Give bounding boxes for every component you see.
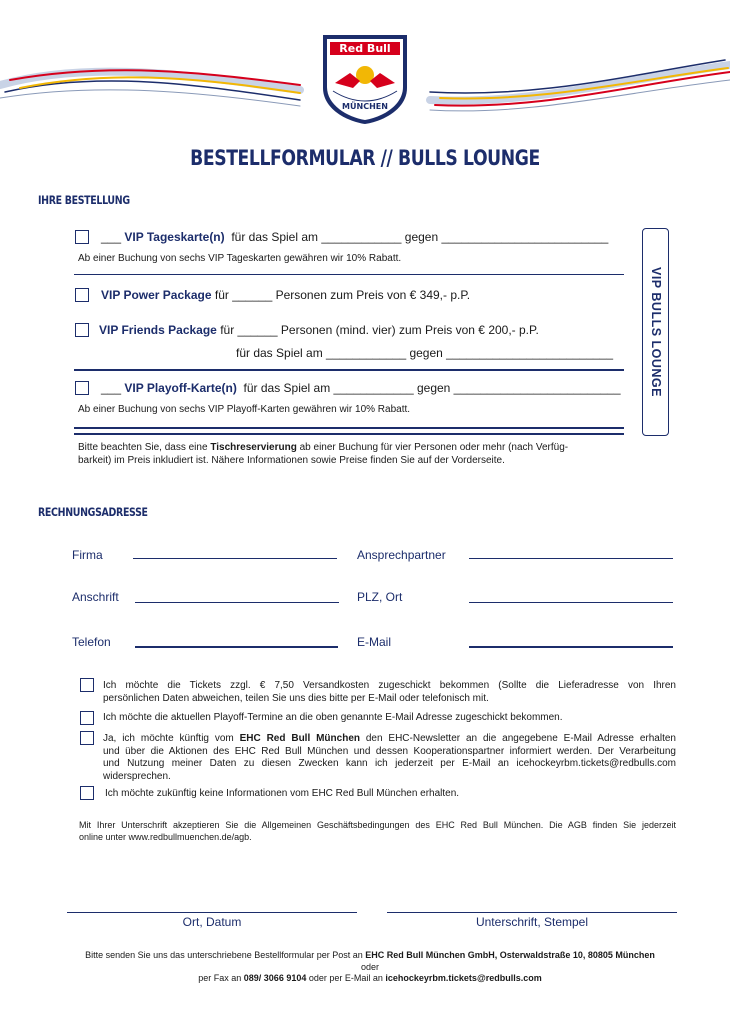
checkbox-power-package[interactable] [75, 288, 89, 302]
label-telefon: Telefon [72, 635, 111, 649]
signature-line-unterschrift[interactable] [387, 912, 677, 913]
svg-text:MÜNCHEN: MÜNCHEN [342, 102, 388, 111]
checkbox-no-info[interactable] [80, 786, 94, 800]
side-label-box [642, 228, 669, 436]
input-anschrift[interactable] [135, 602, 339, 603]
friends-game-fields[interactable]: für das Spiel am ____________ gegen _________________________ [236, 346, 614, 360]
option-no-info-text: Ich möchte zukünftig keine Informationen vom EHC Red Bull München erhalten. [105, 788, 460, 799]
tageskarte-note: Ab einer Buchung von sechs VIP Tageskarten gewähren wir 10% Rabatt. [78, 253, 402, 264]
checkbox-tageskarte[interactable] [75, 230, 89, 244]
svg-text:Red Bull: Red Bull [339, 42, 391, 55]
power-package-fields[interactable]: für ______ Personen zum Preis von € 349,- p.P. [214, 288, 471, 302]
signature-line-ort-datum[interactable] [67, 912, 357, 913]
footer-instructions: Bitte senden Sie uns das unterschriebene Bestellformular per Post an EHC Red Bull München GmbH, Osterwaldstraße 10, 80805 München oder per Fax an 089/ 3066 9104 oder per E-Mail an icehockeyrbm.tickets@redbulls.com [85, 950, 655, 983]
divider [74, 433, 624, 435]
label-ansprechpartner: Ansprechpartner [357, 548, 446, 562]
label-unterschrift: Unterschrift, Stempel [475, 915, 589, 929]
label-plz-ort: PLZ, Ort [357, 590, 403, 604]
row-friends-package [99, 323, 539, 337]
row-power-package [101, 288, 470, 302]
friends-package-fields[interactable]: für ______ Personen (mind. vier) zum Preis von € 200,- p.P. [220, 323, 539, 337]
label-anschrift: Anschrift [72, 590, 119, 604]
playoff-note: Ab einer Buchung von sechs VIP Playoff-Karten gewähren wir 10% Rabatt. [78, 404, 411, 415]
divider [74, 427, 624, 429]
table-reservation-notice: Bitte beachten Sie, dass eine Tischreservierung ab einer Buchung für vier Personen oder mehr (nach Verfüg- barkeit) im Preis inkludiert ist. Nähere Informationen sowie Preise finden Sie auf der Vorderseite. [78, 442, 569, 466]
input-firma[interactable] [133, 558, 337, 559]
input-plz-ort[interactable] [469, 602, 673, 603]
checkbox-friends-package[interactable] [75, 323, 89, 337]
row-playoff-karte: ___ VIP Playoff-Karte(n) für das Spiel am ____________ gegen _________________________ [101, 381, 621, 395]
label-firma: Firma [72, 548, 103, 562]
tageskarte-label: VIP Tageskarte(n) [124, 230, 225, 244]
checkbox-playoff-dates[interactable] [80, 711, 94, 725]
input-email[interactable] [469, 646, 673, 648]
option-playoff-dates-text: Ich möchte die aktuellen Playoff-Termine an die oben genannte E-Mail Adresse zugeschickt bekommen. [103, 712, 563, 723]
friends-package-label: VIP Friends Package [99, 323, 217, 337]
playoff-karte-label: VIP Playoff-Karte(n) [124, 381, 237, 395]
divider [74, 274, 624, 275]
divider [74, 369, 624, 371]
checkbox-newsletter[interactable] [80, 731, 94, 745]
section-title-billing: RECHNUNGSADRESSE [38, 505, 148, 519]
side-label: VIP BULLS LOUNGE [648, 266, 663, 398]
input-telefon[interactable] [135, 646, 338, 648]
red-bull-muenchen-logo [315, 33, 415, 125]
agb-notice: Mit Ihrer Unterschrift akzeptieren Sie die Allgemeinen Geschäftsbedingungen des EHC Red Bull München. Die AGB finden Sie jederzeit online unter www.redbullmuenchen.de/agb. [79, 820, 676, 842]
page-title: BESTELLFORMULAR // BULLS LOUNGE [190, 146, 540, 170]
option-shipping-text: Ich möchte die Tickets zzgl. € 7,50 Versandkosten zugeschickt bekommen (Sollte die Lieferadresse von Ihren persönlichen Daten abweichen, teilen Sie uns dies bitte per E-Mail oder telefonisch mit. [103, 680, 676, 704]
row-tageskarte: ___ VIP Tageskarte(n) für das Spiel am ____________ gegen _________________________ [101, 230, 609, 244]
input-ansprechpartner[interactable] [469, 558, 673, 559]
power-package-label: VIP Power Package [101, 288, 212, 302]
section-title-order: IHRE BESTELLUNG [38, 193, 130, 207]
tageskarte-fields[interactable]: für das Spiel am ____________ gegen _________________________ [231, 230, 609, 244]
option-newsletter-text: Ja, ich möchte künftig vom EHC Red Bull München den EHC-Newsletter an die angegebene E-Mail Adresse erhalten und über die Aktionen des EHC Red Bull München und dessen Kooperationspartner informiert werden. Der Verarbeitung und Nutzung meiner Daten zu diesen Zwecken kann ich jederzeit per E-Mail an icehockeyrbm.tickets@redbulls.com widersprechen. [103, 733, 676, 782]
label-email: E-Mail [357, 635, 392, 649]
playoff-karte-fields[interactable]: für das Spiel am ____________ gegen _________________________ [243, 381, 621, 395]
label-ort-datum: Ort, Datum [182, 915, 242, 929]
checkbox-playoff-karte[interactable] [75, 381, 89, 395]
checkbox-shipping[interactable] [80, 678, 94, 692]
